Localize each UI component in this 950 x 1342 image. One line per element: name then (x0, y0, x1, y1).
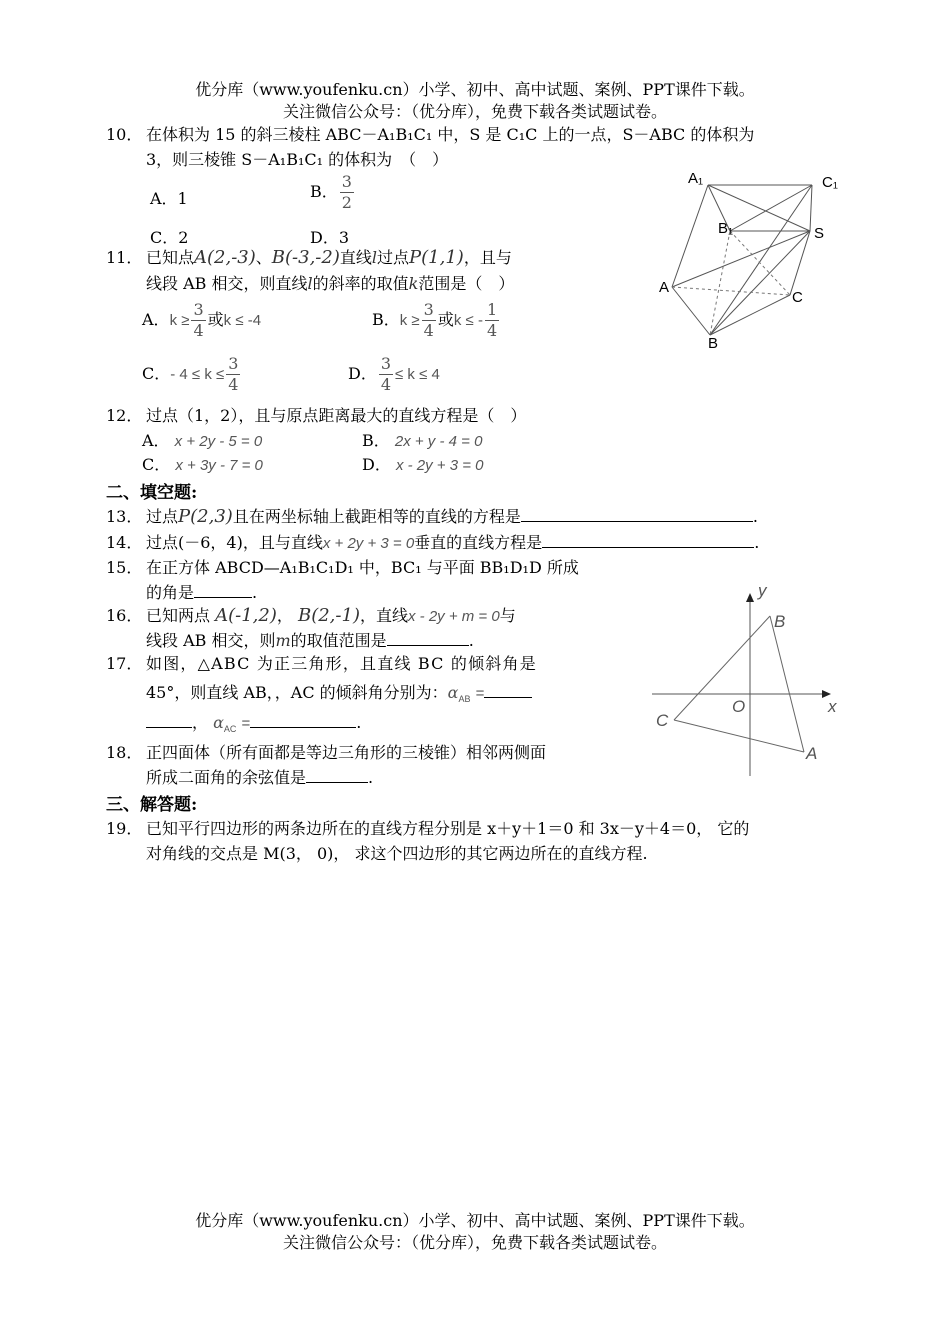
q16-t2: ，直线 (359, 606, 408, 625)
q15-number: 15． (106, 558, 143, 577)
q11-line-l-2: l (307, 274, 313, 293)
q11-t2c: 范围是（ ） (418, 274, 515, 293)
q12-a-eq: x + 2y - 5 = 0 (174, 433, 263, 450)
q11-d-num: 3 (380, 354, 392, 373)
q10-option-a: A．1 (150, 189, 188, 208)
q11-a-fraction (191, 300, 205, 341)
q12-d-label: D． (362, 455, 391, 474)
q11-line-l: l (371, 248, 377, 267)
axis-label-x: x (828, 697, 837, 716)
q17-text-line3 (146, 710, 361, 742)
q11-option-b (372, 300, 501, 341)
q11-option-c (142, 354, 242, 395)
q15-t2: 的角是 (146, 583, 195, 602)
q11-t1d: 过点 (377, 248, 410, 267)
q18-t2: 所成二面角的余弦值是 (146, 768, 307, 787)
q11-b-math1: k ≥ (399, 312, 420, 329)
q11-d-math: ≤ k ≤ 4 (395, 366, 440, 383)
q17-ab-blank-part2[interactable] (146, 727, 192, 728)
q13-t2: 且在两坐标轴上截距相等的直线的方程是 (232, 507, 521, 526)
q11-t2b: 的斜率的取值 (312, 274, 409, 293)
q11-number: 11． (106, 248, 143, 267)
q14-end: . (754, 533, 760, 552)
q11-d-den: 4 (380, 375, 392, 394)
q11-b-den2: 4 (486, 321, 498, 340)
q17-text-line2 (146, 680, 532, 712)
q19-text-line2: 对角线的交点是 M(3， 0)， 求这个四边形的其它两边所在的直线方程. (146, 844, 648, 863)
q14-t1: 过点(－6，4)，且与直线 (146, 533, 323, 552)
q12-number: 12． (106, 406, 143, 425)
q12-option-b (362, 428, 482, 451)
q11-b-or: 或 (437, 310, 454, 329)
q16-equation: x - 2y + m = 0 (407, 608, 500, 625)
footer-line-1: 优分库（www.youfenku.cn）小学、初中、高中试题、案例、PPT课件下载。 (195, 1211, 755, 1230)
q12-c-eq: x + 3y - 7 = 0 (175, 457, 263, 474)
q11-c-fraction (226, 354, 240, 395)
q10-text-line1: 在体积为 15 的斜三棱柱 ABC－A₁B₁C₁ 中，S 是 C₁C 上的一点，S－ABC 的体积为 (146, 125, 755, 144)
q11-b-label: B． (372, 310, 400, 329)
q17-equals-ac: = (241, 715, 251, 732)
q10-option-b (310, 172, 356, 213)
q12-text: 过点（1，2），且与原点距离最大的直线方程是（ ） (146, 406, 527, 425)
triangle-abc (674, 616, 804, 752)
q16-answer-blank[interactable] (387, 645, 469, 646)
triangle-axes-figure (652, 578, 848, 778)
q13-point-p: P(2,3) (178, 506, 233, 527)
q11-c-label: C． (142, 364, 171, 383)
q10-option-b-fraction (340, 172, 354, 213)
q16-text-line2 (146, 628, 474, 653)
q11-t1a: 已知点 (146, 248, 195, 267)
q12-b-label: B． (362, 431, 390, 450)
section-solve-title: 三、解答题: (106, 795, 198, 815)
q11-t1c: 直线 (339, 248, 372, 267)
point-label-a: A (806, 744, 818, 763)
q10-b-numerator: 3 (341, 172, 352, 191)
q14-answer-blank[interactable] (542, 547, 754, 548)
section-fill-in-title: 二、填空题: (106, 483, 198, 503)
q16-m: m (275, 631, 291, 650)
q16-comma: ， (276, 606, 293, 625)
q11-a-math1: k ≥ (169, 312, 190, 329)
q11-text-line2 (146, 271, 626, 296)
q11-k: k (408, 274, 419, 293)
q16-t3: 与 (499, 606, 516, 625)
q11-a-or: 或 (207, 310, 224, 329)
origin-label-o: O (732, 697, 746, 716)
q17-comma: ， (192, 713, 209, 732)
point-label-b: B (774, 612, 786, 631)
prism-label-a1: A₁ (688, 170, 704, 187)
q16-t5: 的取值范围是 (290, 631, 387, 650)
q12-option-a (142, 428, 262, 451)
q11-c-math: - 4 ≤ k ≤ (170, 366, 225, 383)
q12-option-c (142, 452, 263, 475)
q18-number: 18． (106, 743, 143, 762)
q11-b-den: 4 (423, 321, 434, 340)
q14-text (146, 530, 759, 556)
q14-equation: x + 2y + 3 = 0 (322, 535, 415, 552)
footer-line-2: 关注微信公众号：（优分库），免费下载各类试题试卷。 (282, 1233, 667, 1252)
prism-label-c1: C₁ (822, 174, 838, 191)
q17-t2: 45°，则直线 AB，，AC 的倾斜角分别为： (146, 683, 448, 702)
q15-answer-blank[interactable] (194, 597, 252, 598)
q11-a-math2: k ≤ -4 (223, 312, 262, 329)
q11-option-d (348, 354, 440, 395)
q12-c-label: C． (142, 455, 171, 474)
q11-b-fraction2 (485, 300, 499, 341)
q11-point-a: A(2,-3) (194, 247, 256, 268)
q16-t1: 已知两点 (146, 606, 211, 625)
q18-answer-blank[interactable] (306, 782, 368, 783)
q16-t4: 线段 AB 相交，则 (146, 631, 276, 650)
q11-t1b: 、 (255, 248, 272, 267)
q16-text-line1 (146, 603, 516, 629)
q14-number: 14． (106, 533, 143, 552)
q11-text-line1 (146, 245, 626, 270)
q17-alpha-ab-sub: AB (458, 694, 471, 705)
q11-b-num2: 1 (486, 300, 498, 319)
q12-b-eq: 2x + y - 4 = 0 (394, 433, 483, 450)
q17-ab-blank-part1[interactable] (484, 697, 532, 698)
q11-d-label: D． (348, 364, 377, 383)
q16-end: . (468, 631, 474, 650)
q11-a-num: 3 (193, 300, 204, 319)
q11-b-math2: k ≤ - (453, 312, 483, 329)
q17-ac-blank[interactable] (250, 727, 356, 728)
q18-text-line1: 正四面体（所有面都是等边三角形的三棱锥）相邻两侧面 (146, 743, 547, 762)
q10-option-b-label: B． (310, 182, 338, 201)
header-line-2: 关注微信公众号：（优分库），免费下载各类试题试卷。 (282, 102, 667, 121)
q18-text-line2 (146, 765, 373, 790)
q17-end: . (356, 713, 362, 732)
q10-option-c: C．2 (150, 228, 189, 247)
q18-end: . (368, 768, 374, 787)
q11-option-a (142, 300, 261, 341)
q11-t2a: 线段 AB 相交，则直线 (146, 274, 308, 293)
q11-a-den: 4 (193, 321, 204, 340)
q17-number: 17． (106, 654, 143, 673)
q19-number: 19． (106, 819, 143, 838)
q10-option-d: D．3 (310, 228, 350, 247)
prism-label-s: S (814, 225, 825, 242)
q10-text-line2: 3，则三棱锥 S－A₁B₁C₁ 的体积为 （ ） (146, 150, 449, 169)
q14-t2: 垂直的直线方程是 (414, 533, 543, 552)
prism-label-b1: B₁ (718, 220, 734, 237)
q10-number: 10． (106, 125, 143, 144)
q11-c-den: 4 (228, 375, 239, 394)
q12-d-eq: x - 2y + 3 = 0 (395, 457, 484, 474)
q11-a-label: A． (142, 310, 170, 329)
q15-text-line2 (146, 580, 257, 605)
q11-point-b: B(-3,-2) (271, 247, 340, 268)
q10-b-denominator: 2 (341, 193, 352, 212)
q16-point-b: B(2,-1) (297, 605, 360, 626)
q15-text-line1: 在正方体 ABCD—A₁B₁C₁D₁ 中，BC₁ 与平面 BB₁D₁D 所成 (146, 558, 579, 577)
q17-alpha-ac-sub: AC (223, 724, 237, 735)
q11-b-num: 3 (423, 300, 434, 319)
q16-number: 16． (106, 606, 143, 625)
prism-figure (650, 165, 860, 355)
q13-number: 13． (106, 507, 143, 526)
q13-end: . (752, 507, 758, 526)
q13-t1: 过点 (146, 507, 179, 526)
q11-d-fraction (379, 354, 393, 395)
q17-text-line1: 如图，△ABC 为正三角形，且直线 BC 的倾斜角是 (146, 654, 537, 673)
axis-label-y: y (758, 581, 767, 600)
q11-t1e: ，且与 (463, 248, 512, 267)
q13-answer-blank[interactable] (521, 521, 753, 522)
q12-a-label: A． (142, 431, 170, 450)
header-line-1: 优分库（www.youfenku.cn）小学、初中、高中试题、案例、PPT课件下载。 (195, 80, 755, 99)
q13-text (146, 504, 758, 529)
q19-text-line1: 已知平行四边形的两条边所在的直线方程分别是 x＋y＋1＝0 和 3x－y＋4＝0， 它的 (146, 819, 750, 838)
q17-equals-ab: = (475, 685, 485, 702)
q12-option-d (362, 452, 483, 475)
q11-point-p: P(1,1) (409, 247, 464, 268)
prism-label-c: C (792, 289, 803, 306)
q11-b-fraction (422, 300, 436, 341)
prism-label-a: A (659, 279, 670, 296)
q16-point-a: A(-1,2) (215, 605, 277, 626)
q15-end: . (252, 583, 258, 602)
prism-label-b: B (708, 335, 719, 352)
point-label-c: C (656, 711, 669, 730)
q17-alpha-ac: α (213, 713, 224, 732)
q11-c-num: 3 (228, 354, 239, 373)
q17-alpha-ab: α (447, 683, 459, 702)
